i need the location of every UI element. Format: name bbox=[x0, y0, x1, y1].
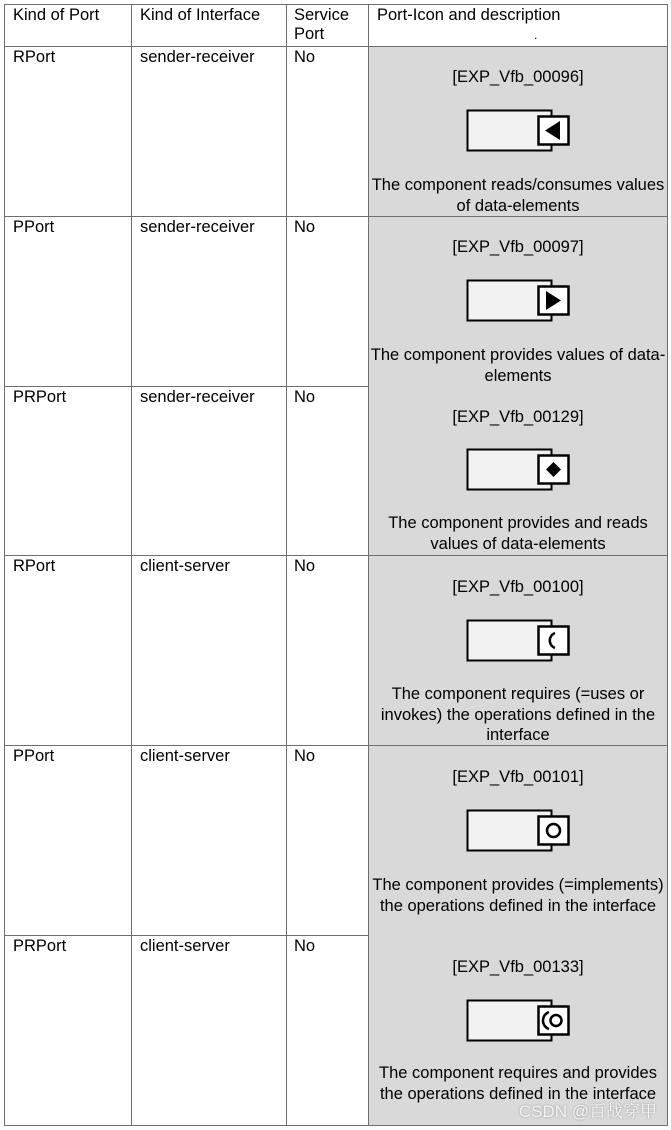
requirement-id: [EXP_Vfb_00129] bbox=[452, 408, 584, 426]
prport-client-server-circle-arc-icon bbox=[466, 996, 570, 1044]
pport-sender-receiver-triangle-right-icon bbox=[466, 276, 570, 324]
cell-kind-of-interface: sender-receiver bbox=[140, 388, 255, 406]
pport-client-server-circle-icon bbox=[466, 806, 570, 854]
port-description: The component provides and reads values of data-elements bbox=[388, 514, 648, 553]
cell-kind-of-port: PPort bbox=[13, 747, 55, 765]
cell-kind-of-port: RPort bbox=[13, 48, 56, 66]
port-kinds-table bbox=[4, 4, 668, 1126]
cell-kind-of-interface: client-server bbox=[140, 747, 230, 765]
row-divider bbox=[4, 386, 368, 387]
rport-sender-receiver-triangle-left-icon bbox=[466, 106, 570, 154]
requirement-id: [EXP_Vfb_00133] bbox=[452, 958, 584, 976]
rport-client-server-arc-icon bbox=[466, 616, 570, 664]
cell-kind-of-interface: sender-receiver bbox=[140, 218, 255, 236]
header-port-icon-description: Port-Icon and description bbox=[377, 6, 561, 24]
port-description: The component reads/consumes values of data-elements bbox=[371, 176, 665, 215]
table-border-bottom bbox=[4, 1125, 668, 1126]
header-service-port: Service Port bbox=[294, 6, 350, 43]
port-description: The component provides (=implements) the operations defined in the interface bbox=[372, 876, 664, 915]
column-divider bbox=[286, 4, 287, 1126]
requirement-id: [EXP_Vfb_00097] bbox=[452, 238, 584, 256]
cell-kind-of-interface: client-server bbox=[140, 937, 230, 955]
port-description: The component requires and provides the operations defined in the interface bbox=[379, 1064, 657, 1103]
cell-kind-of-port: PRPort bbox=[13, 388, 67, 406]
cell-kind-of-port: PPort bbox=[13, 218, 55, 236]
cell-service-port: No bbox=[294, 937, 316, 955]
prport-sender-receiver-diamond-icon bbox=[466, 445, 570, 493]
table-border-left bbox=[4, 4, 5, 1126]
watermark: CSDN @百战穿甲 bbox=[518, 1102, 657, 1121]
port-description: The component provides values of data-elements bbox=[370, 346, 666, 385]
cell-service-port: No bbox=[294, 48, 316, 66]
cell-kind-of-port: RPort bbox=[13, 557, 56, 575]
column-divider bbox=[131, 4, 132, 1126]
cell-kind-of-interface: client-server bbox=[140, 557, 230, 575]
row-divider bbox=[4, 555, 668, 556]
cell-service-port: No bbox=[294, 388, 316, 406]
cell-service-port: No bbox=[294, 747, 316, 765]
header-dot: . bbox=[534, 28, 538, 42]
cell-kind-of-interface: sender-receiver bbox=[140, 48, 255, 66]
cell-service-port: No bbox=[294, 557, 316, 575]
table-border-top bbox=[4, 4, 668, 5]
row-divider bbox=[4, 935, 368, 936]
header-kind-of-interface: Kind of Interface bbox=[140, 6, 261, 24]
requirement-id: [EXP_Vfb_00101] bbox=[452, 768, 584, 786]
header-kind-of-port: Kind of Port bbox=[13, 6, 100, 24]
cell-service-port: No bbox=[294, 218, 316, 236]
requirement-id: [EXP_Vfb_00096] bbox=[452, 68, 584, 86]
cell-kind-of-port: PRPort bbox=[13, 937, 67, 955]
port-description: The component requires (=uses or invokes) the operations defined in the interface bbox=[380, 685, 656, 744]
requirement-id: [EXP_Vfb_00100] bbox=[452, 578, 584, 596]
row-divider bbox=[4, 216, 668, 217]
header-row-divider bbox=[4, 46, 668, 47]
